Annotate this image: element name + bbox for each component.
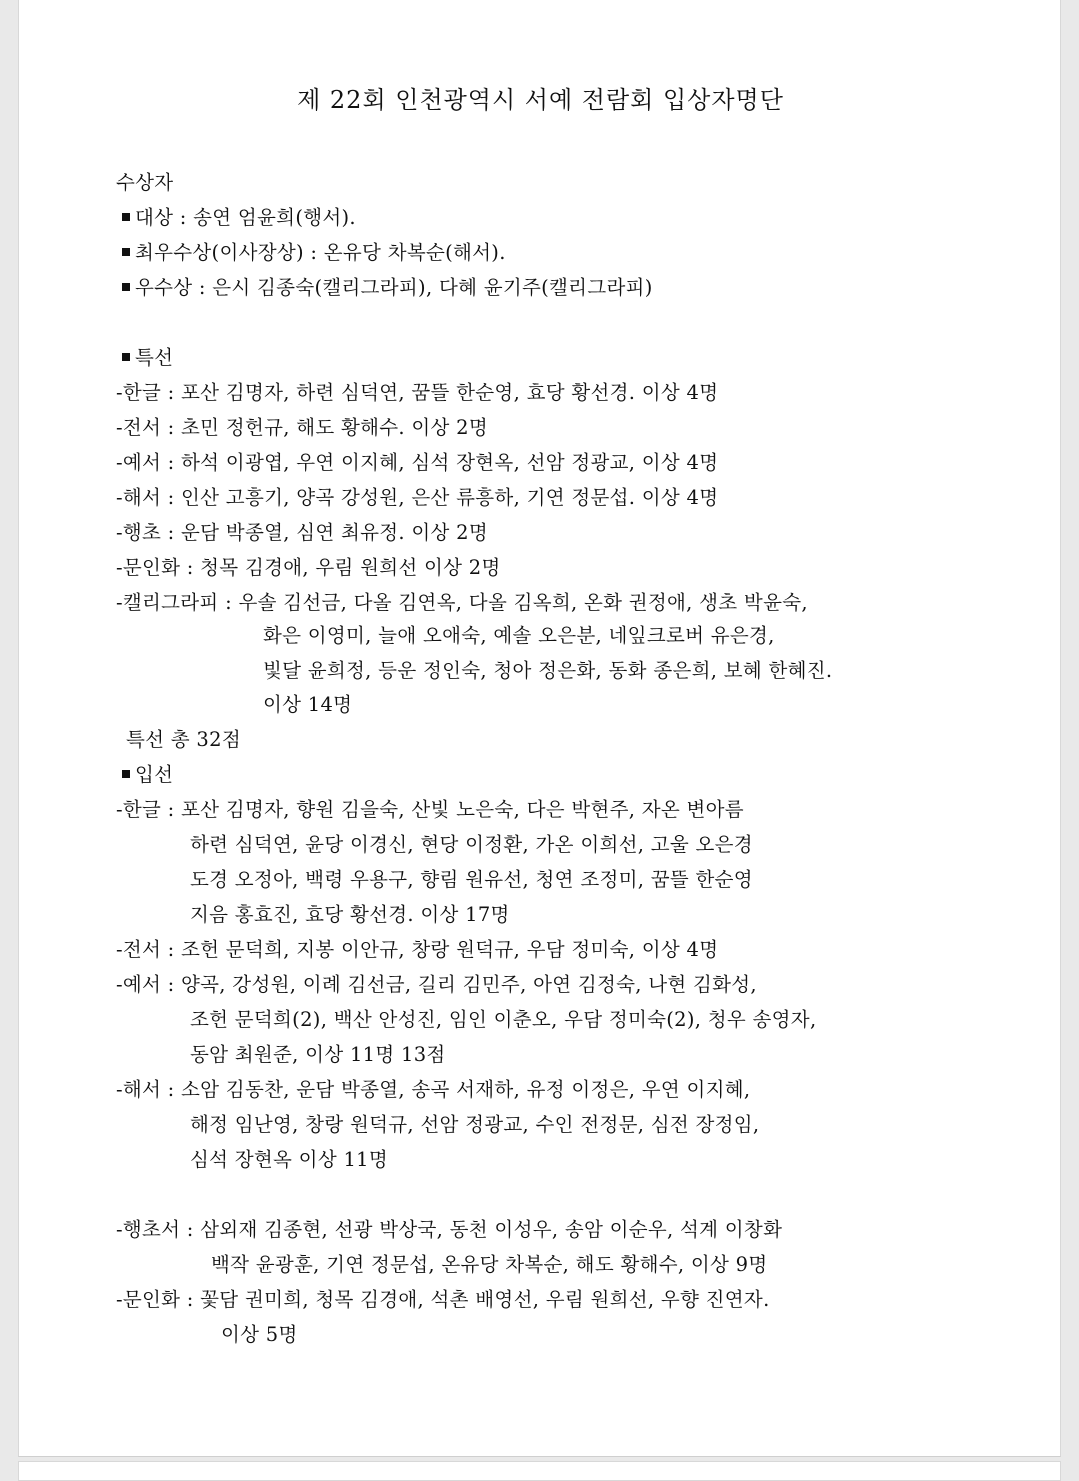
special-calligraphy-line: -캘리그라피 : 우솔 김선금, 다올 김연옥, 다올 김옥희, 온화 권정애, 생초 박윤숙, bbox=[116, 591, 808, 614]
section-heading-awardees: 수상자 bbox=[116, 171, 174, 194]
selected-hangul-line: 하련 심덕연, 윤당 이경신, 현당 이정환, 가온 이희선, 고울 오은경 bbox=[190, 833, 753, 856]
special-hangul-line: -한글 : 포산 김명자, 하련 심덕연, 꿈뜰 한순영, 효당 황선경. 이상 4명 bbox=[116, 381, 719, 404]
selected-yeseo-line: 조헌 문덕희(2), 백산 안성진, 임인 이춘오, 우담 정미숙(2), 청우 송영자, bbox=[190, 1008, 817, 1031]
next-page-edge bbox=[18, 1461, 1061, 1481]
special-total: 특선 총 32점 bbox=[126, 728, 241, 751]
special-munin-line: -문인화 : 청목 김경애, 우림 원희선 이상 2명 bbox=[116, 556, 501, 579]
selected-yeseo-line: -예서 : 양곡, 강성원, 이례 김선금, 길리 김민주, 아연 김정숙, 나현 김화성, bbox=[116, 973, 757, 996]
selected-hangul-line: 도경 오정아, 백령 우용구, 향림 원유선, 청연 조정미, 꿈뜰 한순영 bbox=[190, 868, 753, 891]
selected-haeseo-line: -해서 : 소암 김동찬, 운담 박종열, 송곡 서재하, 유정 이정은, 우연 이지혜, bbox=[116, 1078, 751, 1101]
selected-haeseo-line: 해정 임난영, 창랑 원덕규, 선암 정광교, 수인 전정문, 심전 장정임, bbox=[190, 1113, 760, 1136]
section-heading-special: 특선 bbox=[122, 345, 173, 371]
selected-jeonseo-line: -전서 : 조헌 문덕희, 지봉 이안규, 창랑 원덕규, 우담 정미숙, 이상 4명 bbox=[116, 938, 719, 961]
selected-haeseo-line: 심석 장현옥 이상 11명 bbox=[190, 1148, 389, 1171]
special-yeseo-line: -예서 : 하석 이광엽, 우연 이지혜, 심석 장현옥, 선암 정광교, 이상 4명 bbox=[116, 451, 719, 474]
special-calligraphy-count: 이상 14명 bbox=[263, 693, 353, 716]
selected-munin-line: 이상 5명 bbox=[221, 1323, 298, 1346]
special-haeseo-line: -해서 : 인산 고흥기, 양곡 강성원, 은산 류흥하, 기연 정문섭. 이상 4명 bbox=[116, 486, 719, 509]
selected-hangul-line: 지음 홍효진, 효당 황선경. 이상 17명 bbox=[190, 903, 510, 926]
document-page bbox=[18, 0, 1061, 1457]
special-jeonseo-line: -전서 : 초민 정헌규, 해도 황해수. 이상 2명 bbox=[116, 416, 489, 439]
special-haengcho-line: -행초 : 운담 박종열, 심연 최유정. 이상 2명 bbox=[116, 521, 489, 544]
selected-haengchoseo-line: -행초서 : 삼외재 김종현, 선광 박상국, 동천 이성우, 송암 이순우, 석계 이창화 bbox=[116, 1218, 783, 1241]
special-calligraphy-line: 빛달 윤희정, 등운 정인숙, 청아 정은화, 동화 종은희, 보혜 한혜진. bbox=[263, 659, 833, 682]
grand-prize-line: 대상 : 송연 엄윤희(행서). bbox=[122, 205, 356, 231]
special-calligraphy-line: 화은 이영미, 늘애 오애숙, 예솔 오은분, 네잎크로버 유은경, bbox=[263, 624, 775, 647]
excellence-line: 우수상 : 은시 김종숙(캘리그라피), 다혜 윤기주(캘리그라피) bbox=[122, 275, 653, 301]
selected-yeseo-line: 동암 최원준, 이상 11명 13점 bbox=[190, 1043, 446, 1066]
top-excellence-line: 최우수상(이사장상) : 온유당 차복순(해서). bbox=[122, 240, 506, 266]
document-title: 제 22회 인천광역시 서예 전람회 입상자명단 bbox=[297, 86, 784, 114]
selected-munin-line: -문인화 : 꽃담 권미희, 청목 김경애, 석촌 배영선, 우림 원희선, 우향 진연자. bbox=[116, 1288, 770, 1311]
section-heading-selected: 입선 bbox=[122, 762, 173, 788]
selected-hangul-line: -한글 : 포산 김명자, 향원 김을숙, 산빛 노은숙, 다은 박현주, 자온 변아름 bbox=[116, 798, 744, 821]
selected-haengchoseo-line: 백작 윤광훈, 기연 정문섭, 온유당 차복순, 해도 황해수, 이상 9명 bbox=[211, 1253, 768, 1276]
